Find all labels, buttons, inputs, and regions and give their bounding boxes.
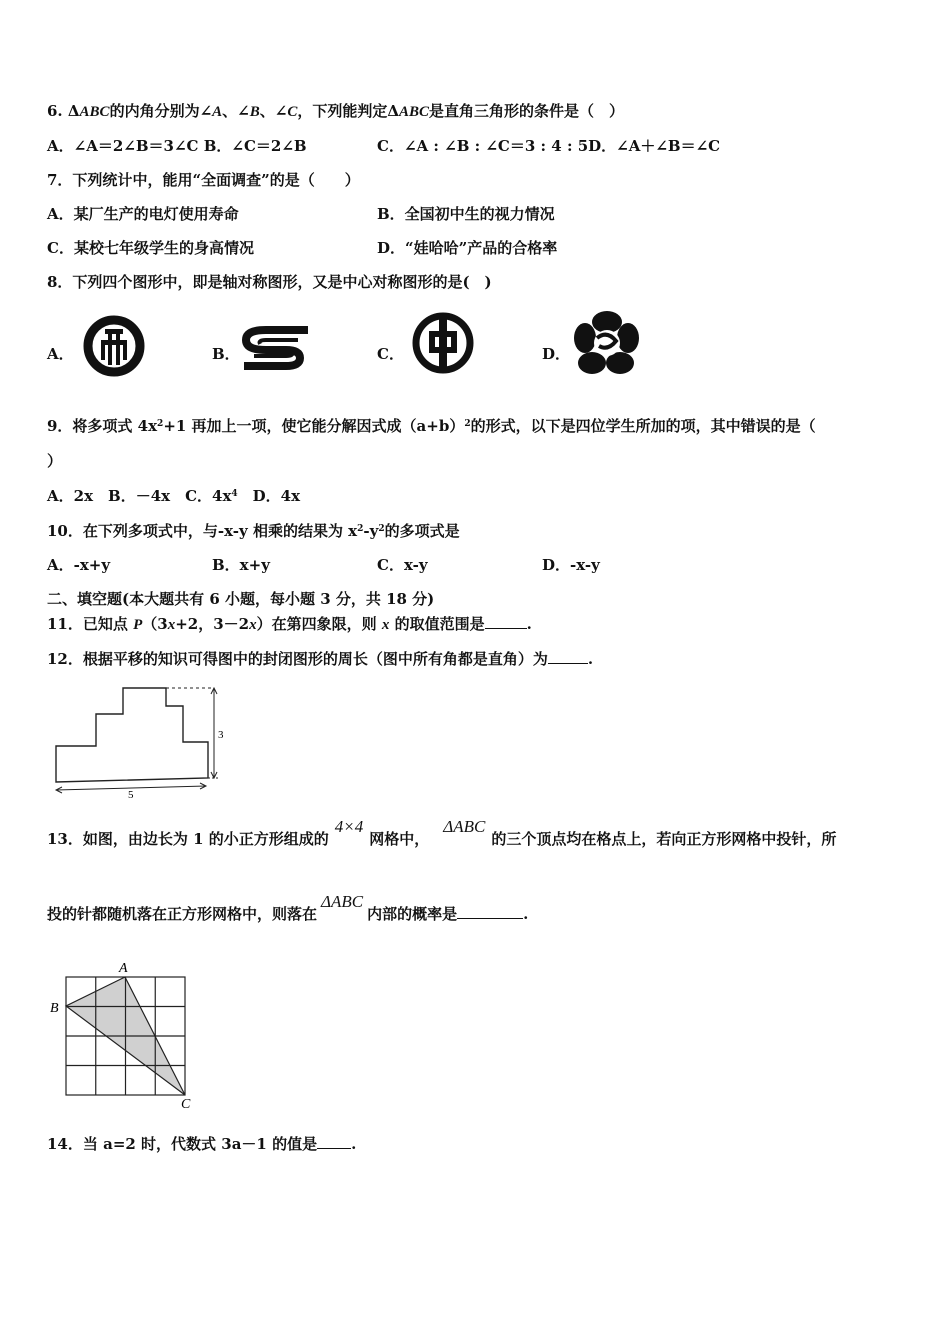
q11-x-2: x (249, 617, 257, 633)
q13-grid-figure (45, 958, 205, 1113)
q12-end: . (587, 650, 594, 668)
q12-height-label: 3 (218, 729, 224, 741)
q6-angle-c: C (287, 104, 298, 120)
q8-stem: 8．下列四个图形中，即是轴对称图形，又是中心对称图形的是( ) (47, 273, 492, 291)
q6-stem (47, 101, 624, 122)
q12-stem (47, 649, 593, 669)
q13-vertex-a: A (119, 961, 128, 976)
q6-abc: ABC (79, 104, 110, 120)
q9-options-text-2: D．4x (237, 487, 301, 505)
q9-stem (47, 416, 816, 436)
q7-option-c: C．某校七年级学生的身高情况 (47, 239, 254, 257)
q9-text-1: 9．将多项式 4x (47, 417, 158, 435)
q10-option-a: A．-x+y (47, 556, 111, 574)
q6-number: 6. (47, 102, 63, 120)
q6-angle-b: B (249, 104, 260, 120)
q11-x-1: x (167, 617, 176, 633)
q13-triangle-label-2: ΔABC (321, 892, 364, 911)
q11-text-2: （3 (142, 615, 168, 633)
q6-text-2: ，下列能判定Δ (297, 102, 399, 120)
q10-option-c: C．x-y (377, 556, 428, 574)
icbc-logo-icon (82, 314, 146, 378)
q11-text-3: +2，3－2 (175, 615, 250, 633)
q13-triangle-label: ΔABC (443, 817, 486, 836)
q10-sup-2: 2 (378, 524, 385, 534)
q8-option-b-label: B． (212, 345, 240, 363)
q11-point-p: P (133, 617, 143, 633)
q11-answer-blank[interactable] (485, 614, 527, 629)
s-logo-icon (238, 318, 314, 378)
q9-stem-close: ） (47, 452, 63, 470)
q10-text-1: 10．在下列多项式中，与-x-y 相乘的结果为 x (47, 522, 358, 540)
q12-text: 12．根据平移的知识可得图中的封闭图形的周长（图中所有角都是直角）为 (47, 650, 548, 668)
q14-stem (47, 1134, 356, 1154)
q8-option-c-label: C． (377, 345, 404, 363)
q8-option-d-label: D． (542, 345, 571, 363)
section-2-heading: 二、填空题(本大题共有 6 小题，每小题 3 分，共 18 分) (47, 590, 435, 608)
q10-text-3: 的多项式是 (384, 522, 460, 540)
q7-option-a: A．某厂生产的电灯使用寿命 (47, 205, 239, 223)
q11-x-3: x (381, 617, 390, 633)
q10-text-2: -y (363, 522, 379, 540)
q13-vertex-c: C (181, 1097, 191, 1112)
q9-options-sup: 4 (231, 489, 238, 499)
q10-stem (47, 521, 460, 541)
q7-stem: 7．下列统计中，能用“全面调查”的是（ ） (47, 171, 360, 189)
q8-option-a-label: A． (47, 345, 74, 363)
q13-grid-size: 4×4 (334, 817, 364, 836)
q9-text-2: +1 再加上一项，使它能分解因式成（a+b） (163, 417, 465, 435)
q13-stem-line-1 (47, 817, 837, 849)
q10-option-b: B．x+y (212, 556, 270, 574)
q11-stem (47, 614, 532, 635)
q7-option-b: B．全国初中生的视力情况 (377, 205, 555, 223)
q6-angle-a: A (212, 104, 223, 120)
q7-option-d: D．“娃哈哈”产品的合格率 (377, 239, 558, 257)
q13-text-3: 的三个顶点均在格点上，若向正方形网格中投针，所 (491, 830, 837, 848)
q9-options-text-1: A．2x B．－4x C．4x (47, 487, 232, 505)
q11-text-4: ）在第四象限，则 (256, 615, 382, 633)
q14-end: . (351, 1135, 357, 1153)
q12-staircase-figure (48, 680, 228, 800)
q11-text-1: 11．已知点 (47, 615, 134, 633)
q11-end: . (526, 615, 532, 633)
q13-answer-blank[interactable] (457, 904, 523, 919)
q14-answer-blank[interactable] (317, 1134, 351, 1149)
q11-text-5: 的取值范围是 (389, 615, 485, 633)
q13-stem-line-2 (47, 892, 529, 924)
q13-text-5: 内部的概率是 (367, 905, 458, 923)
q10-option-d: D．-x-y (542, 556, 600, 574)
q6-option-cd: C．∠A : ∠B : ∠C＝3 : 4 : 5D．∠A＋∠B＝∠C (377, 137, 721, 155)
q13-end: . (523, 905, 529, 923)
q12-closed-shape (56, 688, 208, 782)
q9-text-3: 的形式，以下是四位学生所加的项，其中错误的是（ (470, 417, 816, 435)
boc-logo-icon (408, 310, 478, 376)
flower-logo-icon (572, 308, 642, 378)
q6-text-3: 是直角三角形的条件是（ ） (429, 102, 625, 120)
q9-options (47, 486, 300, 506)
q6-sep-2: 、∠ (259, 102, 288, 120)
q13-vertex-b: B (50, 1001, 59, 1016)
q6-text-1: 的内角分别为∠ (109, 102, 213, 120)
q10-sup-1: 2 (357, 524, 364, 534)
q12-answer-blank[interactable] (548, 649, 588, 664)
q6-abc-2: ABC (398, 104, 429, 120)
q14-text: 14．当 a=2 时，代数式 3a－1 的值是 (47, 1135, 318, 1153)
q13-text-1: 13．如图，由边长为 1 的小正方形组成的 (47, 830, 329, 848)
q9-sup-1: 2 (157, 419, 164, 429)
q13-text-2: 网格中， (369, 830, 430, 848)
q9-sup-2: 2 (464, 419, 471, 429)
q6-sep-1: 、∠ (222, 102, 250, 120)
q6-delta: Δ (67, 102, 80, 120)
q6-option-ab: A．∠A＝2∠B＝3∠C B．∠C＝2∠B (47, 137, 307, 155)
q13-text-4: 投的针都随机落在正方形网格中，则落在 (47, 905, 318, 923)
q12-width-label: 5 (128, 789, 134, 800)
